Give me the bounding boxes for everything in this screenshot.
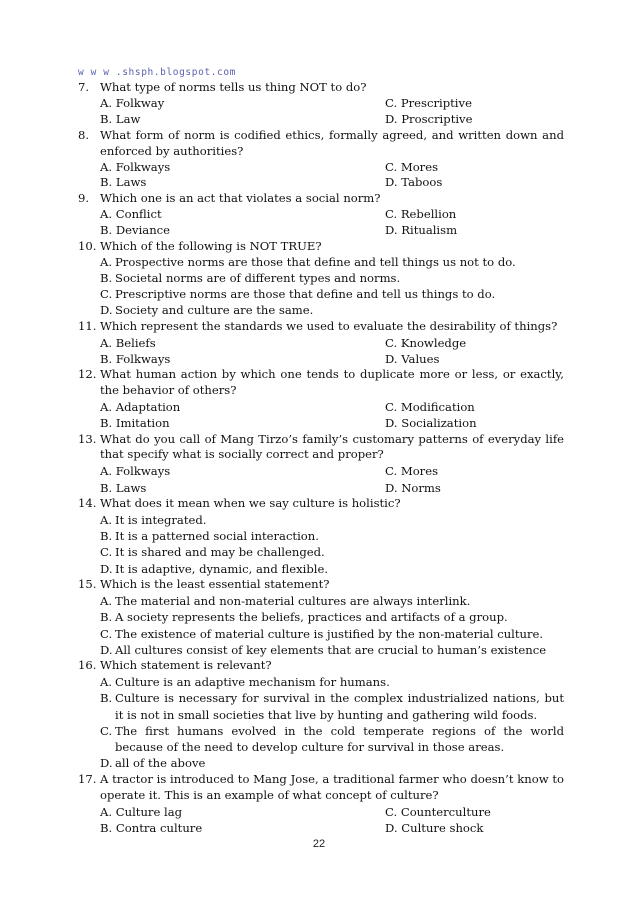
question-number: 8. [78,127,90,142]
option-d [100,303,564,319]
question-number: 16. [78,658,97,673]
option-a [100,255,564,271]
option-b: B. Folkways [100,351,171,366]
question-number: 7. [78,80,90,94]
option-letter: A. [100,593,113,608]
option-letter: C. [100,286,113,301]
option-a: A. Beliefs [100,335,156,350]
question-15 [78,577,564,658]
question-9 [78,191,564,239]
question-8 [78,128,564,192]
question-number: 9. [78,191,90,206]
question-text: Which of the following is NOT TRUE? [100,239,322,254]
option-text: all of the above [115,756,206,771]
option-d [100,755,564,771]
option-text: It is a patterned social interaction. [115,529,319,544]
option-text: The existence of material culture is justified by the non-material culture. [115,626,544,641]
question-11 [78,319,564,368]
option-d [100,642,564,658]
option-letter: D. [100,561,113,576]
option-letter: A. [100,675,113,689]
question-text: What form of norm is codified ethics, formally agreed, and written down and enforced by authorities? [100,127,564,158]
option-text: The first humans evolved in the cold temperate regions of the world because of the need to develop culture for survival in those areas. [115,723,564,755]
option-b [100,609,564,625]
option-c: C. Modification [385,399,475,414]
question-text: Which statement is relevant? [100,658,272,673]
option-c [100,287,564,303]
option-letter: B. [100,529,113,544]
option-d: D. Socialization [385,416,477,431]
option-letter: D. [100,642,113,657]
option-c [100,723,564,756]
option-letter: B. [100,691,113,706]
option-letter: B. [100,270,113,285]
option-letter: B. [100,610,113,625]
option-letter: A. [100,254,113,269]
question-14 [78,496,564,577]
question-7 [78,80,564,128]
question-text: Which one is an act that violates a social norm? [100,191,381,206]
option-c: C. Mores [385,159,439,174]
option-letter: C. [100,723,113,738]
option-a [100,593,564,609]
option-c [100,544,564,560]
page-number: 22 [312,838,326,850]
question-16 [78,658,564,772]
option-d: D. Norms [385,480,441,495]
option-d: D. Ritualism [385,223,458,238]
option-text: It is adaptive, dynamic, and flexible. [115,561,329,576]
option-text: Society and culture are the same. [115,302,314,317]
option-text: It is shared and may be challenged. [115,545,325,560]
option-text: A society represents the beliefs, practices and artifacts of a group. [115,610,508,625]
option-letter: C. [100,626,113,641]
option-d: D. Taboos [385,175,443,190]
question-text: Which is the least essential statement? [100,577,330,591]
option-c [100,626,564,642]
option-a: A. Folkways [100,159,171,174]
option-c: C. Mores [385,464,439,479]
option-text: Prospective norms are those that define and tell things us not to do. [115,254,516,269]
option-b [100,690,564,723]
option-b: B. Laws [100,175,147,190]
question-12 [78,367,564,431]
option-c: C. Rebellion [385,207,457,222]
question-number: 10. [78,239,97,254]
question-text: A tractor is introduced to Mang Jose, a traditional farmer who doesn’t know to operate it. This is an example of what concept of culture? [100,771,564,802]
option-c: C. Counterculture [385,804,491,819]
option-letter: A. [100,512,113,527]
option-d: D. Values [385,351,440,366]
question-text: What do you call of Mang Tirzo’s family’s customary patterns of everyday life that specify what is socially correct and proper? [100,431,564,462]
option-text: Societal norms are of different types and norms. [115,270,401,285]
option-a: A. Culture lag [100,804,183,819]
question-text: What human action by which one tends to duplicate more or less, or exactly, the behavior of others? [100,367,564,397]
option-a: A. Adaptation [100,399,181,414]
option-letter: D. [100,756,113,771]
option-c: C. Prescriptive [385,95,472,110]
option-a: A. Folkway [100,95,165,110]
option-a: A. Conflict [100,207,162,222]
question-number: 13. [78,431,97,446]
option-b: B. Imitation [100,416,170,431]
option-a [100,674,564,690]
question-number: 17. [78,771,97,786]
option-letter: D. [100,302,113,317]
option-text: Culture is necessary for survival in the complex industrialized nations, but it is not in small societies that live by hunting and gathering wild foods. [115,691,564,722]
option-b [100,528,564,544]
question-13 [78,432,564,496]
option-b [100,271,564,287]
question-text: What type of norms tells us thing NOT to do? [100,80,367,94]
option-text: All cultures consist of key elements that are crucial to human’s existence [115,642,547,657]
question-10 [78,239,564,319]
option-b: B. Law [100,111,141,126]
question-17 [78,772,564,836]
option-text: The material and non-material cultures are always interlink. [115,593,471,608]
question-number: 14. [78,495,97,510]
option-letter: C. [100,545,113,560]
option-b: B. Deviance [100,223,171,238]
option-c: C. Knowledge [385,335,467,350]
option-text: Culture is an adaptive mechanism for humans. [115,675,390,689]
question-number: 12. [78,367,97,382]
option-b: B. Contra culture [100,820,203,835]
option-a [100,512,564,528]
option-a: A. Folkways [100,464,171,479]
watermark-url: w w w .shsph.blogspot.com [78,67,236,78]
question-list [78,80,564,836]
option-text: It is integrated. [115,512,207,527]
option-text: Prescriptive norms are those that define and tell us things to do. [115,286,496,301]
option-d: D. Proscriptive [385,111,473,126]
question-text: What does it mean when we say culture is holistic? [100,495,401,510]
question-text: Which represent the standards we used to evaluate the desirability of things? [100,318,558,333]
question-number: 11. [78,318,97,333]
option-d [100,561,564,577]
option-d: D. Culture shock [385,820,484,835]
option-b: B. Laws [100,480,147,495]
question-number: 15. [78,577,97,591]
